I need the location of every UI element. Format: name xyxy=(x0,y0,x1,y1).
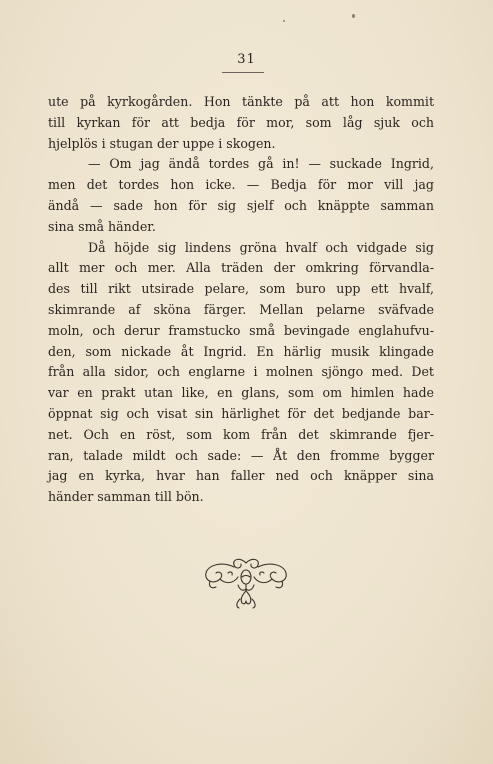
text-line: händer samman till bön. xyxy=(48,489,204,505)
text-line: net. Och en röst, som kom från det skimrande fjer- xyxy=(48,426,434,442)
text-line: från alla sidor, och englarne i molnen sjöngo med. Det xyxy=(48,364,434,380)
text-line: — Om jag ändå tordes gå in! — suckade Ingrid, xyxy=(88,156,434,172)
paper-speck xyxy=(352,14,355,18)
body-text xyxy=(48,92,434,508)
page-number: 31 xyxy=(237,52,256,67)
paper-speck xyxy=(283,20,285,22)
floral-vignette-icon xyxy=(196,555,296,611)
text-line: sina små händer. xyxy=(48,218,156,234)
page-number-rule xyxy=(222,72,264,73)
text-line: skimrande af sköna färger. Mellan pelarne sväfvade xyxy=(48,301,434,317)
text-line: jag en kyrka, hvar han faller ned och knäpper sina xyxy=(48,468,434,484)
text-line: var en prakt utan like, en glans, som om himlen hade xyxy=(48,385,434,401)
text-line: moln, och derur framstucko små bevingade englahufvu- xyxy=(48,322,434,338)
text-line: den, som nickade åt Ingrid. En härlig musik klingade xyxy=(48,343,434,359)
text-line: men det tordes hon icke. — Bedja för mor vill jag xyxy=(48,177,434,193)
text-line: ute på kyrkogården. Hon tänkte på att hon kommit xyxy=(48,94,434,109)
text-line: ran, talade mildt och sade: — Åt den fromme bygger xyxy=(48,447,434,463)
text-line: öppnat sig och visat sin härlighet för det bedjande bar- xyxy=(48,405,434,421)
text-line: hjelplös i stugan der uppe i skogen. xyxy=(48,135,276,151)
text-line: allt mer och mer. Alla träden der omkring förvandla- xyxy=(48,260,434,276)
text-line: till kyrkan för att bedja för mor, som låg sjuk och xyxy=(48,114,434,130)
text-line: Då höjde sig lindens gröna hvalf och vidgade sig xyxy=(88,239,434,255)
text-line: ändå — sade hon för sig sjelf och knäppte samman xyxy=(48,197,434,213)
text-line: des till rikt utsirade pelare, som buro upp ett hvalf, xyxy=(48,281,434,297)
